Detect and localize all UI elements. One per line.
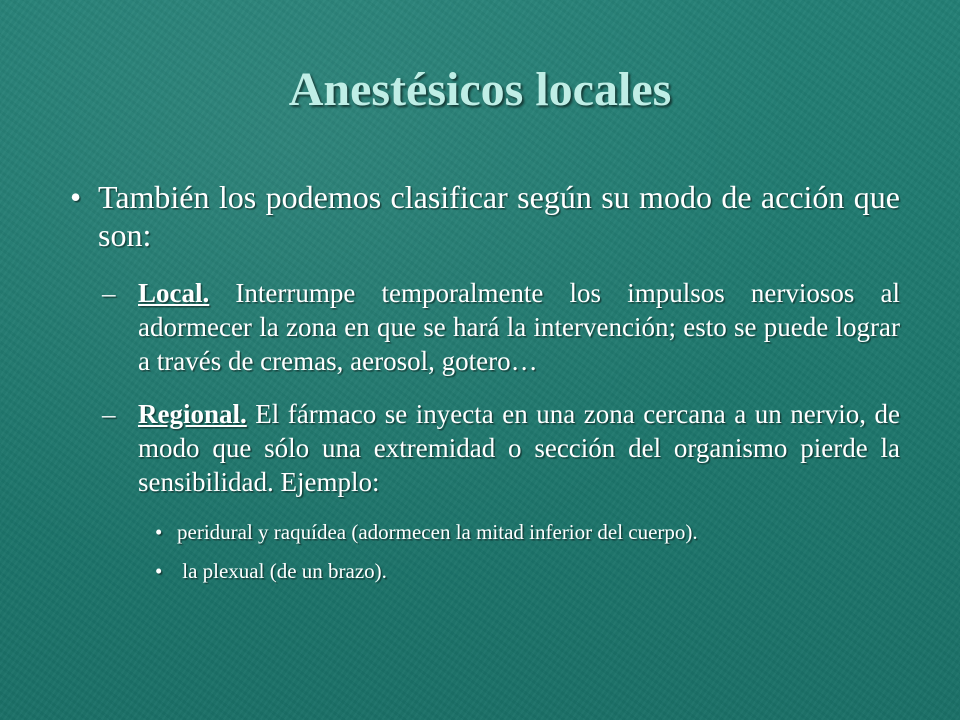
example-item-peridural	[155, 518, 900, 546]
bullet-icon: •	[155, 559, 163, 583]
bullet-icon: •	[70, 179, 82, 215]
example-text: peridural y raquídea (adormecen la mitad inferior del cuerpo).	[177, 520, 698, 544]
regional-description: El fármaco se inyecta en una zona cercana a un nervio, de modo que sólo una extremidad o sección del organismo pierde la sensibilidad. Ejemplo:	[138, 399, 900, 497]
sub-bullet-regional	[102, 397, 900, 499]
sub-bullet-local	[102, 276, 900, 378]
slide-title: Anestésicos locales	[288, 63, 672, 116]
keyword-local: Local.	[138, 278, 210, 308]
sub-bullet-text	[138, 276, 900, 378]
sub-bullet-text	[138, 397, 900, 499]
bullet-icon: •	[155, 520, 163, 544]
keyword-regional: Regional.	[138, 399, 247, 429]
local-description: Interrumpe temporalmente los impulsos nerviosos al adormecer la zona en que se hará la intervención; esto se puede lograr a través de cremas, aerosol, gotero…	[138, 278, 900, 376]
main-bullet-text: También los podemos clasificar según su modo de acción que son:	[98, 179, 900, 253]
dash-icon: –	[102, 399, 116, 429]
example-item-plexual	[155, 557, 900, 585]
example-text: la plexual (de un brazo).	[177, 559, 387, 583]
main-bullet-point	[70, 178, 900, 254]
dash-icon: –	[102, 278, 116, 308]
